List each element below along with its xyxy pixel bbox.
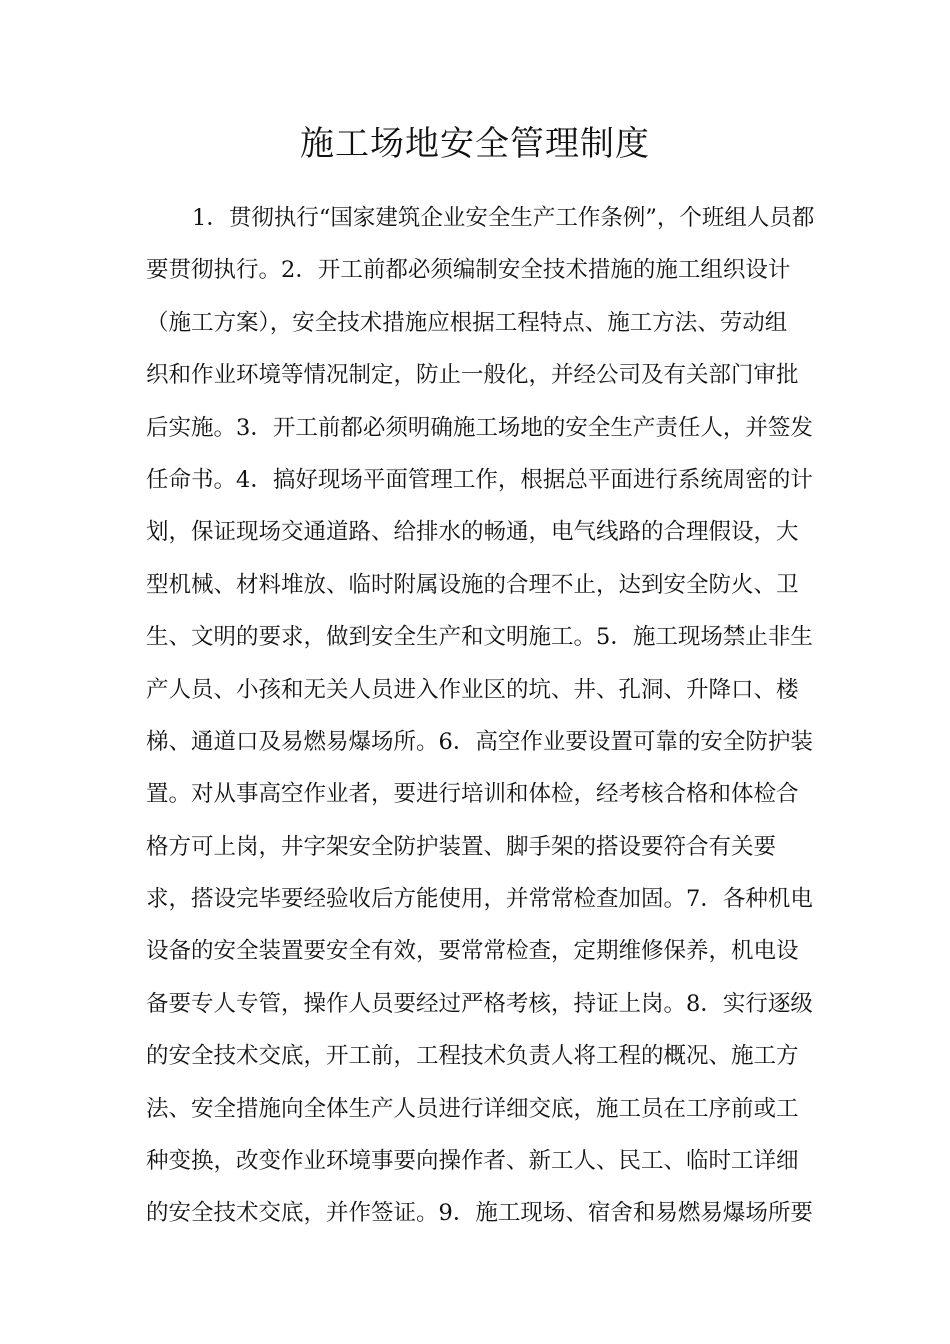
paragraph-line: 划，保证现场交通道路、给排水的畅通，电气线路的合理假设，大 [146, 519, 799, 546]
paragraph-line: 的安全技术交底，开工前，工程技术负责人将工程的概况、施工方 [146, 1043, 799, 1070]
paragraph-line: 梯、通道口及易燃易爆场所。6．高空作业要设置可靠的安全防护装 [146, 728, 813, 755]
paragraph-line: 备要专人专管，操作人员要经过严格考核，持证上岗。8．实行逐级 [146, 990, 813, 1017]
paragraph-line: 型机械、材料堆放、临时附属设施的合理不止，达到安全防火、卫 [146, 571, 799, 598]
document-title: 施工场地安全管理制度 [300, 124, 650, 164]
paragraph-line: 求，搭设完毕要经验收后方能使用，并常常检查加固。7．各种机电 [146, 886, 813, 913]
paragraph-line: （施工方案），安全技术措施应根据工程特点、施工方法、劳动组 [146, 309, 788, 336]
paragraph-line: 格方可上岗，井字架安全防护装置、脚手架的搭设要符合有关要 [146, 833, 777, 860]
paragraph-line: 置。对从事高空作业者，要进行培训和体检，经考核合格和体检合 [146, 781, 799, 808]
paragraph-line: 任命书。4．搞好现场平面管理工作，根据总平面进行系统周密的计 [146, 466, 813, 493]
paragraph-line: 设备的安全装置要安全有效，要常常检查，定期维修保养，机电设 [146, 938, 799, 965]
paragraph-line: 后实施。3．开工前都必须明确施工场地的安全生产责任人，并签发 [146, 414, 813, 441]
paragraph-line: 1．贯彻执行“国家建筑企业安全生产工作条例”，个班组人员都 [192, 205, 815, 231]
paragraph-line: 种变换，改变作业环境事要向操作者、新工人、民工、临时工详细 [146, 1148, 799, 1175]
paragraph-line: 要贯彻执行。2．开工前都必须编制安全技术措施的施工组织设计 [146, 257, 791, 284]
paragraph-line: 的安全技术交底，并作签证。9．施工现场、宿舍和易燃易爆场所要 [146, 1200, 813, 1227]
paragraph-line: 生、文明的要求，做到安全生产和文明施工。5．施工现场禁止非生 [146, 624, 813, 651]
paragraph-line: 产人员、小孩和无关人员进入作业区的坑、井、孔洞、升降口、楼 [146, 676, 799, 703]
paragraph-line: 织和作业环境等情况制定，防止一般化，并经公司及有关部门审批 [146, 362, 799, 389]
document-body [146, 192, 826, 1240]
paragraph-line: 法、安全措施向全体生产人员进行详细交底，施工员在工序前或工 [146, 1095, 799, 1122]
